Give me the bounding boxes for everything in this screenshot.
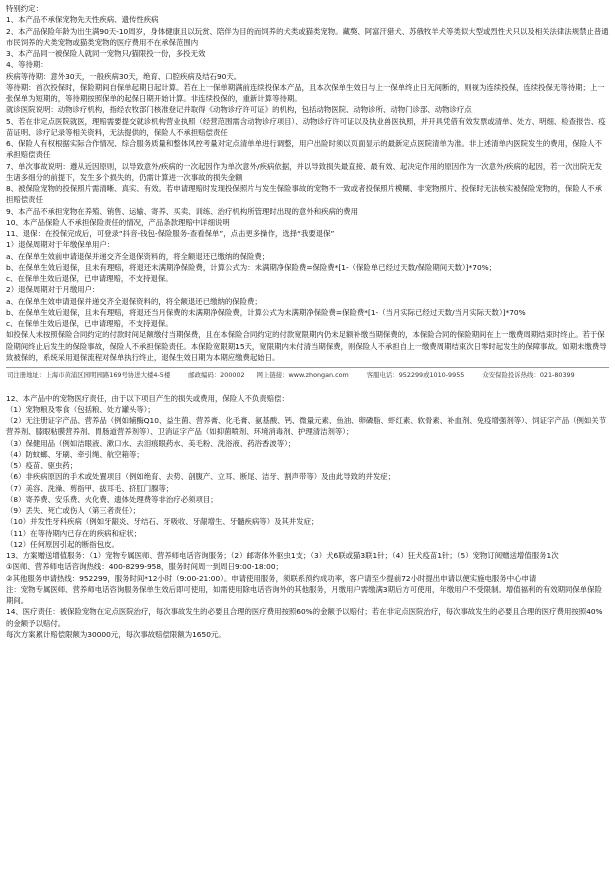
exclusions-line: （7）美容、洗澡、剪指甲、拔耳毛、挤肛门腺等；	[6, 483, 174, 493]
value-added-services-note: 注：宠物专属医师、营养师电话咨询服务保单生效后即可使用，如需使用除电话咨询外的其他服务，月缴用户需缴满3期后方可使用，年缴用户不受限制。增值福利的有效期同保单保险期间。	[6, 584, 602, 606]
exclusions-line: （8）寄养费、安乐费、火化费、遗体处理费等非治疗必须项目；	[6, 494, 218, 504]
special-terms-line: 9、本产品不承担宠物在养殖、销售、运输、寄养、买卖、训练、治疗机构所管理时出现的意外和疾病的费用	[6, 206, 359, 216]
refund-line: a、在保单生效前申请退保并递交齐全退保资料的，将全额退还已缴纳的保险费；	[6, 251, 270, 261]
exclusions-line: （11）在等待期内已存在的疾病和症状；	[6, 528, 142, 538]
special-terms-line: 6、保险人有权根据实际合作情况、综合服务质量和整体风控考量对定点清单单进行调整，用户出险时须以页面显示的最新定点医院清单为准。非上述清单内医院发生的费用，保险人不承担赔偿责任	[6, 139, 602, 160]
refund-line: b、在保单生效后退保，且未有理赔，将退还未满期净保险费，计算公式为：未满期净保险费=保险费*[1-（保险单已经过天数/保险期间天数）]*70%；	[6, 262, 497, 272]
medical-liability-line: 14、医疗责任：被保险宠物在定点医院治疗，每次事故发生的必要且合理的医疗费用按照60%的金额予以赔付；若在非定点医院治疗，每次事故发生的必要且合理的医疗费用按照40%的金额予以赔付。	[6, 607, 603, 628]
refund-line: 如投保人未按照保险合同约定的付款时间足额缴付当期保费，且在本保险合同约定的付款宽限期内仍未足额补缴当期保费的，本保险合同的保险期间在上一缴费周期结束时终止。若于保险期间终止后发生的保险事故，保险人不承担保险责任。本保险宽限期15天，宽限期内未付清当期保费，则保险人不承担自上一缴费周期结束次日零时起发生的保障事故。如期未缴费导致被保的，系统采用退保流程对保单执行终止，退保生效日期为本期应缴费起始日。	[6, 330, 607, 362]
exclusions-section	[6, 393, 609, 641]
refund-section	[6, 228, 609, 363]
exclusions-line: （2）无注册证字产品、营养品（例如辅酶Q10、益生菌、营养膏、化毛膏、氨基酸、钙、微量元素、鱼油、卵磷脂、虾红素、软骨素、补血剂、免疫增强剂等）、饲证字产品（例如关节营养剂、膝眼粘膜营养剂、胃肠道营养剂等）、卫消证字产品（如抑菌喷剂、环境消毒剂、护理清洁剂等）；	[6, 416, 607, 437]
refund-line: 1）退保周期对于年缴保单用户：	[6, 240, 115, 250]
special-terms-line: 7、单次事故说明：遵从近因原则，以导致意外/疾病的一次起因作为单次意外/疾病依据，并以导致损失最直接、最有效、起决定作用的原因作为一次意外/疾病的起因，若一次出院无发生诸多细分的前提下，发生多个损失的，仍需计算进一次事故的损失金额	[6, 161, 603, 182]
exclusions-line: （3）保健用品（例如洁眼液、漱口水、去泪痕眼药水、美毛粉、洗浴液、药浴香波等）；	[6, 438, 296, 448]
refund-line: b、在保单生效后退保，且未有理赔，将退还当月保费的未满期净保险费，计算公式为未满期净保险费=保险费*[1-（当月实际已经过天数/当月实际天数）]*70%	[6, 307, 526, 317]
exclusions-line: （9）丢失、死亡或伤人（第三者责任）；	[6, 506, 141, 516]
special-terms-line: 8、被保险宠物的投保照片需清晰、真实、有效。若申请理赔时发现投保照片与发生保险事故的宠物不一致或者投保照片模糊、非宠物照片、投保时无法核实被保险宠物的，保险人不承担赔偿责任	[6, 184, 602, 205]
exclusions-line: （5）疫苗、驱虫药；	[6, 461, 78, 471]
exclusions-line: （12）任何原因引起的断指包皮。	[6, 539, 119, 549]
medical-liability-limit: 每次方案累计赔偿限额为30000元，每次事故赔偿限额为1650元。	[6, 629, 226, 639]
footer-divider	[6, 367, 609, 368]
special-terms-line: 1、本产品不承保宠物先天性疾病、遗传性疾病	[6, 15, 159, 25]
value-added-services-line: ②其他服务申请热线：952299，服务时间*12小时（9:00-21:00）。申请使用服务，须联系预约成功率，客户请至少提前72小时提出申请以便实施电服务中心申请	[6, 573, 537, 583]
footer-sales-hotline: 众安保险投诉热线：021-80399	[482, 371, 575, 379]
special-terms-line: 就诊医院说明：动物诊疗机构，指经农牧部门核准登记并取得《动物诊疗许可证》的机构，包括动物医院、动物诊所、动物门诊部、动物诊疗点	[6, 105, 472, 115]
exclusions-line: （1）宠物粮及零食（包括粮、处方罐头等）；	[6, 404, 155, 414]
refund-line: c、在保单生效后退保，已申请理赔，不支持退保。	[6, 274, 173, 283]
refund-line: a、在保单生效申请退保并递交齐全退保资料的，将全额退还已缴纳的保险费；	[6, 296, 262, 306]
special-terms-line: 4、等待期：	[6, 60, 48, 70]
special-terms-line: 3、本产品同一被保险人就同一宠物只/猫限投一份，多投无效	[6, 49, 206, 58]
value-added-services-line: ①医师、营养师电话咨询热线：400-8299-958，服务时间周一到周日9:00-18:00；	[6, 562, 283, 572]
exclusions-line: （6）非疾病原因的手术或处置项目（例如绝育、去势、剖腹产、立耳、断尾、洁牙、割声带等）及由此导致的并发症；	[6, 472, 396, 482]
refund-line: 11、退保：在投保完成后，可登录“抖音-钱包-保险服务-查看保单”，点击更多操作，选择“我要退保”	[6, 229, 335, 238]
footer-spacer	[6, 381, 609, 393]
refund-line: c、在保单生效后退保，已申请理赔，不支持退保。	[6, 319, 173, 328]
footer-postcode: 邮政编码：200002	[188, 371, 245, 379]
special-terms-line: 等待期：首次投保时，保险期间自保单起期日起计算。若在上一保单期满前连续投保本产品，且本次保单生效日与上一保单终止日无间断的，则视为连续投保，连续投保无等待期；上一张保单为短期的，等待期按照保单的起保日期开始计算。非连续投保的，重新计算等待期。	[6, 82, 605, 103]
refund-line: 2）退保周期对于月缴用户：	[6, 285, 100, 295]
page-footer	[6, 371, 609, 381]
special-terms-line: 2、本产品保险年龄为出生满90天-10周岁，身体健康且以玩赏、陪伴为目的而饲养的犬类或猫类宠物。藏獒、阿富汗猎犬、苏俄牧羊犬等类似大型或烈性犬只以及相关法律法规禁止普通市民饲养的犬类宠物或猫类宠物的医疗费用不在承保范围内	[6, 26, 609, 47]
exclusions-line: 12、本产品中的宠物医疗责任，由于以下项目产生的损失或费用，保险人不负责赔偿：	[6, 393, 289, 403]
special-terms-line: 疾病等待期：意外30天，一般疾病30天，绝育、口腔疾病及结石90天。	[6, 71, 242, 81]
special-terms-line: 10、本产品保险人不承担保险责任的情况，产品条款理赔中详细说明	[6, 217, 230, 227]
exclusions-line: （4）防蚊螂、牙刷、牵引绳、航空箱等；	[6, 449, 144, 459]
footer-website: 网上链接：www.zhongan.com	[256, 371, 349, 379]
value-added-services-line: 13、方案赠送增值服务：（1）宠物专属医师、营养师电话咨询服务；（2）邮寄体外驱虫1支；（3）犬6联或猫3联1针；（4）狂犬疫苗1针；（5）宠物订阅赠送增值服务1次	[6, 551, 559, 561]
exclusions-line: （10）并发性牙科疾病（例如牙龈炎、牙结石、牙吸收、牙龈增生、牙髓疾病等）及其并发症；	[6, 517, 319, 527]
special-terms-line: 5、若在非定点医院就医，理赔需要提交就诊机构营业执照（经营范围需含动物诊疗项目）、动物诊疗许可证以及执业兽医执照，并开具凭借有效发票或清单、处方、明细、检查报告、疫苗证明、诊疗记录等相关资料，无法提供的，保险人不承担赔偿责任	[6, 116, 606, 137]
special-terms-heading: 特别约定：	[6, 4, 43, 13]
footer-address: 司注册地址：上海市黄浦区园明园路169号协进大楼4-5楼	[7, 371, 171, 379]
footer-service-hotline: 客服电话：952299或1010-9955	[366, 371, 465, 379]
special-terms-section	[6, 3, 609, 228]
